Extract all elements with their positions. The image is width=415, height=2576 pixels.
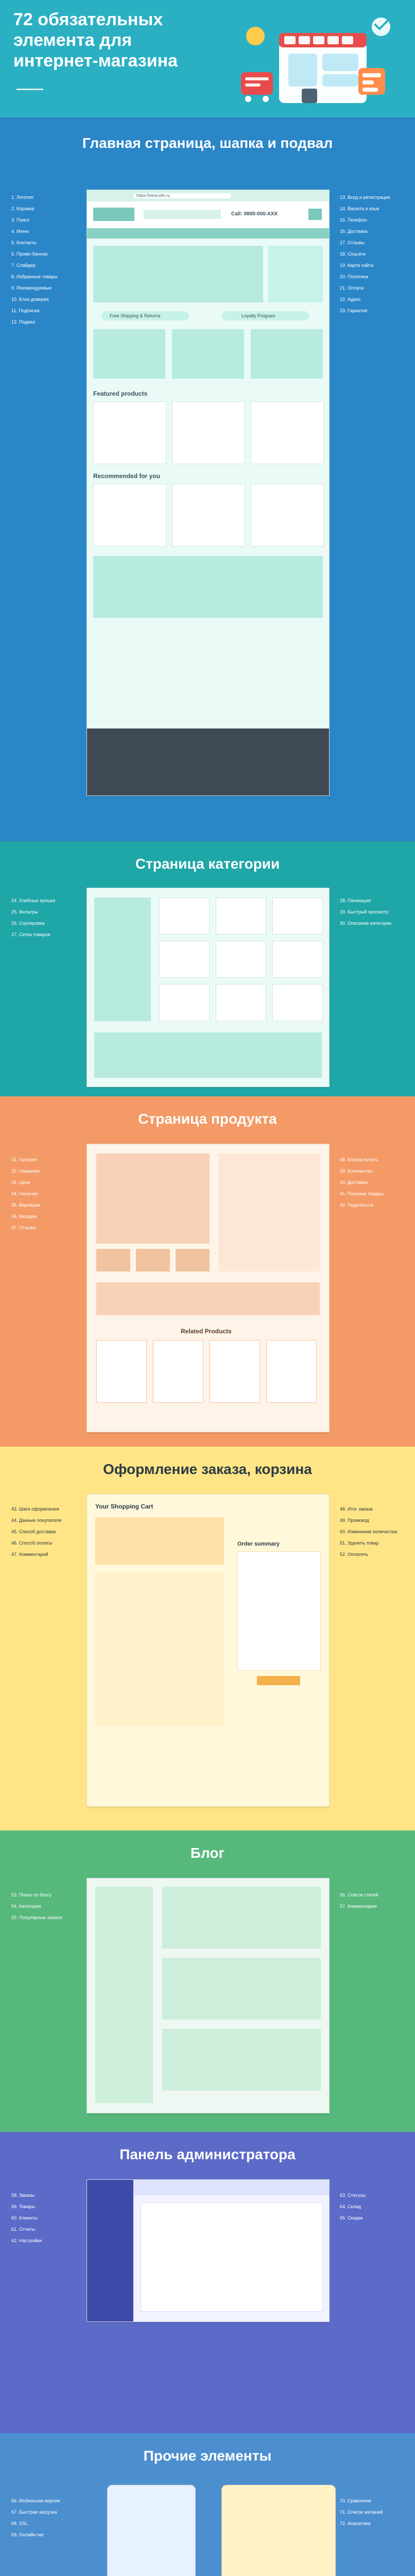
right-note-4: 41. Похожие товары <box>340 1191 384 1196</box>
left-note-9: 9. Рекомендуемые <box>11 285 52 291</box>
section-title: Прочие элементы <box>143 2448 272 2464</box>
right-note-3: 40. Доставка <box>340 1180 368 1185</box>
product-thumb-1 <box>96 1249 130 1272</box>
right-note-3: 65. Скидки <box>340 2215 363 2221</box>
left-note-10: 10. Блок доверия <box>11 297 49 302</box>
right-note-2: 57. Комментарии <box>340 1904 377 1909</box>
category-description <box>94 1032 322 1078</box>
category-sidebar <box>94 897 151 1021</box>
left-note-5: 35. Вариации <box>11 1202 41 1208</box>
product-card-2 <box>172 401 245 464</box>
left-note-1: 66. Мобильная версия <box>11 2498 60 2503</box>
blog-article-3 <box>162 2029 321 2091</box>
right-note-3: 15. Телефон <box>340 217 367 223</box>
right-note-1: 48. Итог заказа <box>340 1506 373 1512</box>
left-note-2: 67. Быстрая загрузка <box>11 2510 57 2515</box>
admin-mockup <box>87 2179 330 2322</box>
left-note-1: 53. Поиск по блогу <box>11 1892 51 1897</box>
product-gallery <box>96 1154 210 1244</box>
right-note-2: 29. Быстрый просмотр <box>340 909 389 914</box>
promo-right-text: Loyalty Program <box>241 313 275 318</box>
left-note-4: 46. Способ оплаты <box>11 1540 53 1546</box>
left-note-3: 26. Сортировка <box>11 921 45 926</box>
right-note-3: 50. Изменение количества <box>340 1529 397 1534</box>
left-notes <box>11 1157 78 1231</box>
phone-text: Call: 0800-000-XXX <box>231 211 278 217</box>
product-info <box>218 1154 320 1272</box>
cat-card-9 <box>272 984 323 1021</box>
related-4 <box>266 1340 317 1403</box>
section-category <box>0 841 415 1096</box>
blog-article-2 <box>162 1958 321 2020</box>
cart-title: Your Shopping Cart <box>95 1503 153 1510</box>
right-note-4: 16. Доставка <box>340 229 368 234</box>
cat-card-8 <box>216 984 266 1021</box>
left-note-5: 5. Контакты <box>11 240 37 245</box>
left-note-3: 3. Поиск <box>11 217 29 223</box>
related-2 <box>153 1340 203 1403</box>
blog-sidebar <box>95 1887 153 2103</box>
right-note-2: 71. Список желаний <box>340 2510 383 2515</box>
left-note-1: 43. Шаги оформления <box>11 1506 59 1512</box>
right-note-2: 49. Промокод <box>340 1518 369 1523</box>
right-note-2: 14. Валюта и язык <box>340 206 379 211</box>
cart-icon-block <box>308 209 322 220</box>
cat-card-3 <box>272 897 323 935</box>
right-note-1: 63. Статусы <box>340 2193 366 2198</box>
recommended-title: Recommended for you <box>93 472 161 480</box>
right-notes <box>340 1506 412 1557</box>
category-mockup <box>87 888 330 1087</box>
section-title: Страница категории <box>135 856 280 872</box>
product-card-5 <box>172 484 245 547</box>
blog-mockup <box>87 1878 330 2113</box>
right-notes <box>340 1892 412 1909</box>
left-note-2: 2. Корзина <box>11 206 34 211</box>
section-title: Панель администратора <box>119 2146 296 2162</box>
trust-block <box>93 556 323 618</box>
left-note-3: 68. SSL <box>11 2521 28 2526</box>
left-note-2: 44. Данные покупателя <box>11 1518 61 1523</box>
left-note-4: 61. Отчеты <box>11 2227 36 2232</box>
related-title: Related Products <box>181 1328 232 1335</box>
right-note-5: 42. Поделиться <box>340 1202 373 1208</box>
header <box>0 0 415 117</box>
right-note-5: 52. Оплатить <box>340 1552 368 1557</box>
cat-card-7 <box>159 984 210 1021</box>
search-block <box>144 210 221 219</box>
section-other <box>0 2433 415 2576</box>
left-note-5: 62. Настройки <box>11 2238 42 2243</box>
right-notes <box>340 1157 412 1208</box>
product-card-1 <box>93 401 166 464</box>
right-note-1: 28. Пагинация <box>340 898 371 903</box>
left-note-7: 7. Слайдер <box>11 263 36 268</box>
blog-article-1 <box>162 1887 321 1948</box>
right-note-4: 51. Удалить товар <box>340 1540 379 1546</box>
left-note-3: 33. Цена <box>11 1180 30 1185</box>
left-note-3: 45. Способ доставки <box>11 1529 56 1534</box>
left-notes <box>11 2193 78 2244</box>
footer-block <box>87 728 329 795</box>
product-mockup <box>87 1144 330 1432</box>
right-note-8: 20. Политика <box>340 274 368 279</box>
section-title: Страница продукта <box>138 1111 277 1127</box>
left-notes <box>11 2498 78 2538</box>
left-note-6: 6. Промо-баннер <box>11 251 48 257</box>
left-note-3: 55. Популярные записи <box>11 1915 62 1920</box>
left-note-1: 31. Галерея <box>11 1157 37 1162</box>
section-title: Блог <box>190 1845 225 1861</box>
section-checkout <box>0 1447 415 1831</box>
right-note-11: 23. Гарантия <box>340 308 368 313</box>
right-note-3: 72. Аналитика <box>340 2521 371 2526</box>
tile-1 <box>93 329 165 379</box>
right-notes <box>340 898 412 926</box>
tile-3 <box>251 329 323 379</box>
hero-banner <box>93 246 263 302</box>
left-note-2: 59. Товары <box>11 2204 35 2209</box>
product-card-4 <box>93 484 166 547</box>
summary-title: Order summary <box>237 1541 280 1547</box>
admin-table <box>141 2202 323 2312</box>
title-underline <box>16 89 43 90</box>
cat-card-5 <box>216 941 266 978</box>
side-promo <box>268 246 323 302</box>
checkout-form <box>95 1572 224 1726</box>
admin-sidebar <box>87 2180 133 2321</box>
left-note-6: 36. Вкладки <box>11 1214 37 1219</box>
right-note-3: 30. Описание категории <box>340 921 392 926</box>
product-thumb-3 <box>176 1249 210 1272</box>
left-note-3: 60. Клиенты <box>11 2215 38 2221</box>
left-notes <box>11 1892 78 1921</box>
left-notes <box>11 195 78 325</box>
nav-bar <box>87 228 329 239</box>
other-mockup-left <box>107 2485 196 2576</box>
left-note-1: 24. Хлебные крошки <box>11 898 56 903</box>
cat-card-4 <box>159 941 210 978</box>
right-note-1: 13. Вход и регистрация <box>340 195 390 200</box>
right-notes <box>340 2193 412 2221</box>
right-note-2: 64. Склад <box>340 2204 361 2209</box>
home-mockup <box>87 190 330 796</box>
left-note-2: 32. Название <box>11 1168 40 1174</box>
cat-card-2 <box>216 897 266 935</box>
cat-card-1 <box>159 897 210 935</box>
shop-illustration <box>232 6 402 112</box>
section-admin <box>0 2132 415 2433</box>
left-note-4: 4. Меню <box>11 229 29 234</box>
right-note-6: 18. Соцсети <box>340 251 366 257</box>
promo-left-text: Free Shipping & Returns <box>110 313 161 318</box>
left-note-8: 8. Избранные товары <box>11 274 58 279</box>
left-note-12: 12. Подвал <box>11 319 36 325</box>
checkout-button[interactable] <box>257 1676 300 1685</box>
product-thumb-2 <box>136 1249 170 1272</box>
checkout-steps <box>95 1517 224 1565</box>
right-note-2: 39. Количество <box>340 1168 373 1174</box>
left-notes <box>11 898 78 938</box>
checkout-mockup <box>87 1494 330 1807</box>
other-mockup-right <box>221 2485 336 2576</box>
section-blog <box>0 1831 415 2132</box>
admin-topbar <box>133 2180 329 2195</box>
left-note-4: 69. Онлайн-чат <box>11 2532 44 2537</box>
right-note-9: 21. Оплата <box>340 285 364 291</box>
left-note-4: 34. Наличие <box>11 1191 38 1196</box>
right-note-10: 22. Адрес <box>340 297 361 302</box>
right-notes <box>340 2498 412 2527</box>
featured-title: Featured products <box>93 390 148 397</box>
related-1 <box>96 1340 147 1403</box>
section-title: Оформление заказа, корзина <box>103 1461 312 1477</box>
url-text: https://www.site.ru <box>136 193 170 198</box>
left-note-1: 58. Заказы <box>11 2193 35 2198</box>
left-notes <box>11 1506 78 1557</box>
right-note-1: 70. Сравнение <box>340 2498 372 2503</box>
right-notes <box>340 195 412 314</box>
right-note-1: 38. Кнопка купить <box>340 1157 378 1162</box>
left-note-4: 27. Сетка товаров <box>11 932 50 937</box>
related-3 <box>210 1340 260 1403</box>
left-note-5: 47. Комментарий <box>11 1552 48 1557</box>
page-title: 72 обязательных элемента для интернет-магазина <box>13 10 178 71</box>
right-note-7: 19. Карта сайта <box>340 263 374 268</box>
left-note-11: 11. Подписка <box>11 308 40 313</box>
left-note-2: 25. Фильтры <box>11 909 38 914</box>
left-note-7: 37. Отзывы <box>11 1225 36 1230</box>
product-card-3 <box>251 401 324 464</box>
right-note-1: 56. Список статей <box>340 1892 378 1897</box>
cat-card-6 <box>272 941 323 978</box>
right-note-5: 17. Отзывы <box>340 240 365 245</box>
section-product <box>0 1096 415 1447</box>
tile-2 <box>172 329 244 379</box>
order-summary <box>237 1551 321 1671</box>
logo-block <box>93 208 134 221</box>
left-note-1: 1. Логотип <box>11 195 33 200</box>
product-card-6 <box>251 484 324 547</box>
left-note-2: 54. Категории <box>11 1904 41 1909</box>
section-homepage <box>0 117 415 841</box>
product-tabs <box>96 1282 320 1315</box>
section-title: Главная страница, шапка и подвал <box>82 135 333 151</box>
